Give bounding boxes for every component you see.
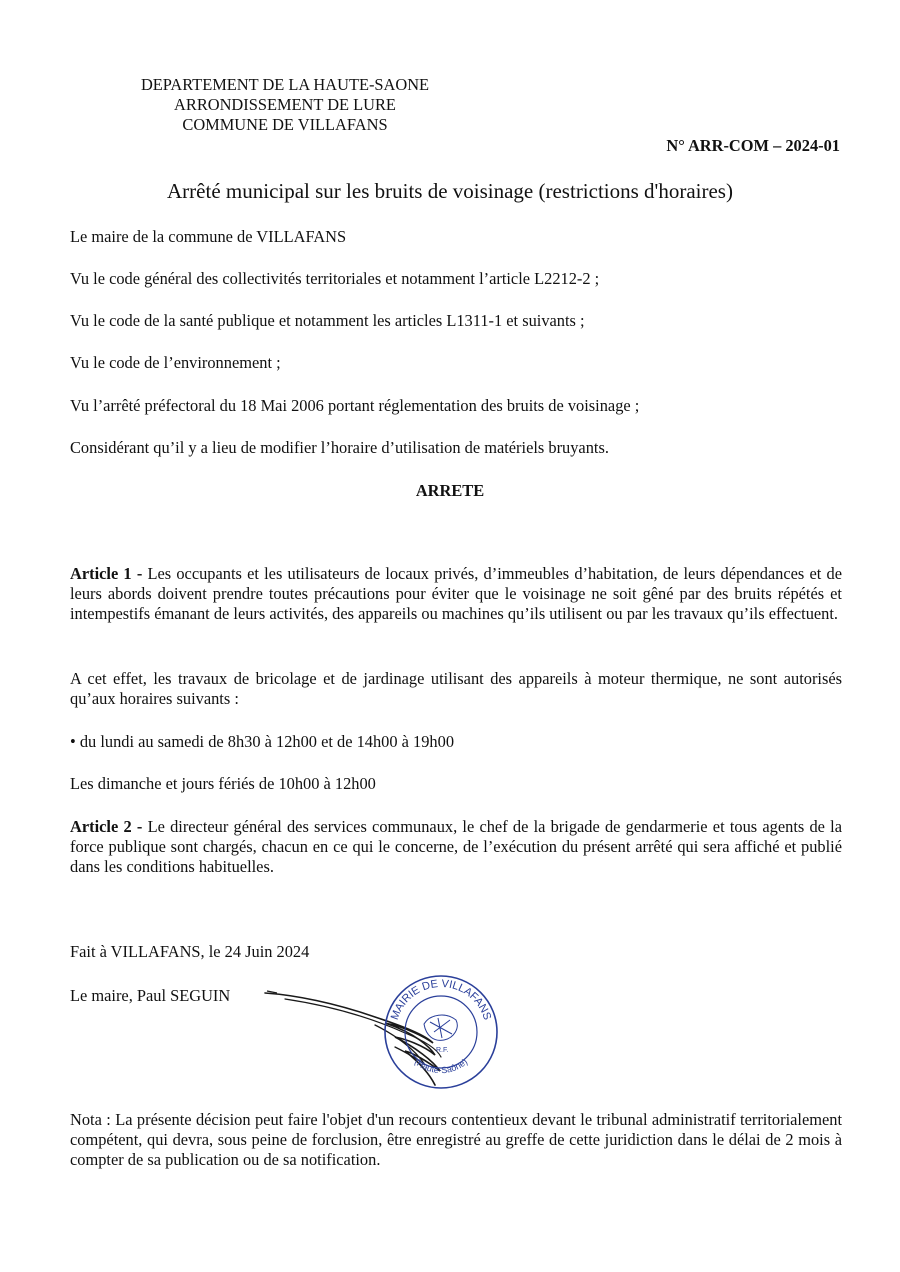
article-2-text: Le directeur général des services communaux, le chef de la brigade de gendarmerie et tous agents de la force publique sont chargés, chacun en ce qui le concerne, de l’exécution du présent arrêté qui sera affiché et publié dans les conditions habituelles. — [70, 817, 843, 876]
article-1-label: Article 1 - — [70, 564, 143, 583]
preamble-visa-1: Vu le code général des collectivités territoriales et notamment l’article L2212-2 ; — [70, 269, 600, 288]
signatory: Le maire, Paul SEGUIN — [70, 986, 231, 1005]
article-2 — [70, 817, 842, 877]
preamble-mayor: Le maire de la commune de VILLAFANS — [70, 227, 347, 246]
department-line: DEPARTEMENT DE LA HAUTE-SAONE — [140, 75, 430, 94]
commune-line: COMMUNE DE VILLAFANS — [182, 115, 388, 134]
letterhead — [70, 75, 500, 135]
schedule-weekdays: • du lundi au samedi de 8h30 à 12h00 et de 14h00 à 19h00 — [70, 732, 455, 751]
stamp-top-text: MAIRIE DE VILLAFANS — [388, 977, 494, 1022]
article-1-text: Les occupants et les utilisateurs de locaux privés, d’immeubles d’habitation, de leurs dépendances et de leurs abords doivent prendre toutes précautions pour éviter que le voisinage ne soit gêné par des bruits répétés et intempestifs émanant de leurs activités, des appareils ou machines qu’ils utilisent ou par les travaux qu’ils effectuent. — [70, 564, 842, 623]
article-1 — [70, 564, 842, 624]
article-1-effect: A cet effet, les travaux de bricolage et de jardinage utilisant des appareils à moteur thermique, ne sont autorisés qu’aux horaires suivants : — [70, 669, 842, 708]
arrondissement-line: ARRONDISSEMENT DE LURE — [174, 95, 396, 114]
mairie-stamp — [380, 972, 502, 1090]
schedule-sundays: Les dimanche et jours fériés de 10h00 à 12h00 — [70, 774, 376, 793]
article-2-label: Article 2 - — [70, 817, 143, 836]
arrete-heading: ARRETE — [415, 481, 485, 500]
nota: Nota : La présente décision peut faire l'objet d'un recours contentieux devant le tribunal administratif territorialement compétent, qui devra, sous peine de forclusion, être enregistré au greffe de cette juridiction dans le délai de 2 mois à compter de sa publication ou de sa notification. — [70, 1110, 842, 1169]
preamble-visa-4: Vu l’arrêté préfectoral du 18 Mai 2006 portant réglementation des bruits de voisinage ; — [70, 396, 640, 415]
page-title: Arrêté municipal sur les bruits de voisinage (restrictions d'horaires) — [167, 179, 733, 203]
preamble-visa-3: Vu le code de l’environnement ; — [70, 353, 281, 372]
preamble-considering: Considérant qu’il y a lieu de modifier l’horaire d’utilisation de matériels bruyants. — [70, 438, 609, 457]
stamp-bottom-text: (Haute-Saône) — [412, 1056, 470, 1076]
stamp-center-text: R.F. — [436, 1047, 449, 1054]
preamble-visa-2: Vu le code de la santé publique et notamment les articles L1311-1 et suivants ; — [70, 311, 585, 330]
stamp-emblem-icon — [424, 1015, 457, 1040]
decree-reference: N° ARR-COM – 2024-01 — [666, 136, 840, 155]
place-date: Fait à VILLAFANS, le 24 Juin 2024 — [70, 942, 310, 961]
